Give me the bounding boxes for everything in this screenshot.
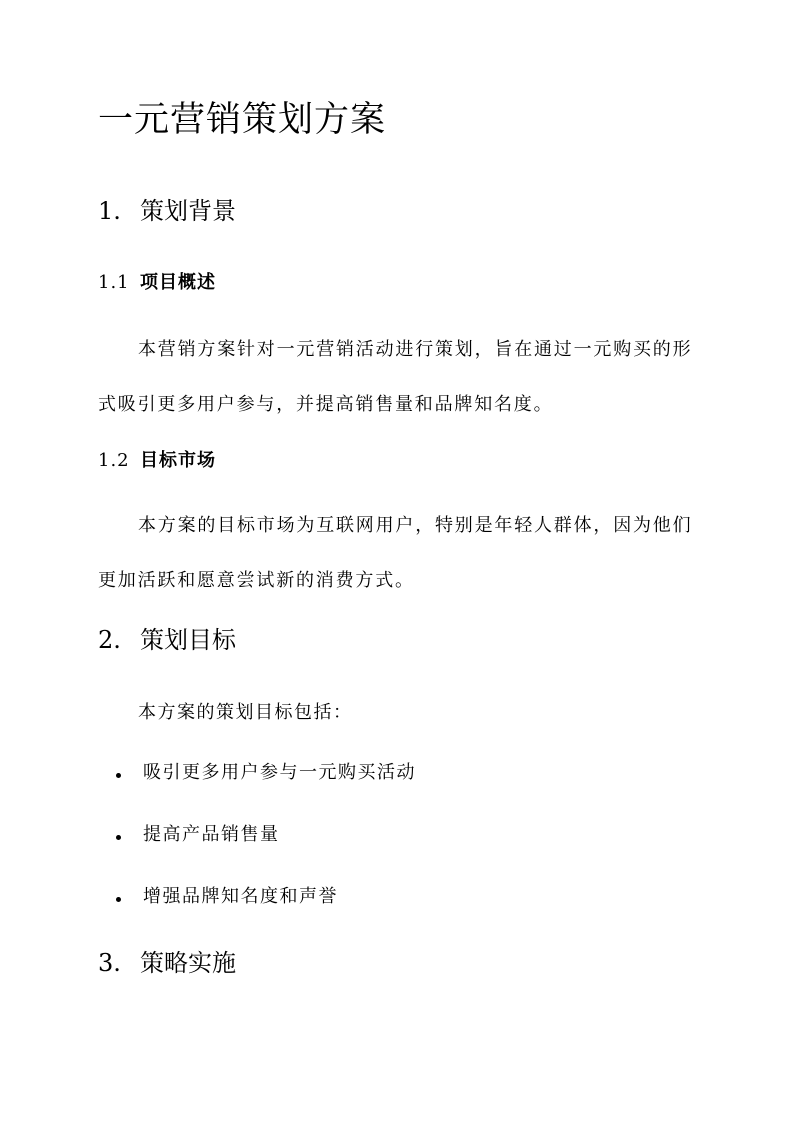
paragraph-target-market: 本方案的目标市场为互联网用户，特别是年轻人群体，因为他们更加活跃和愿意尝试新的消费方式。 <box>98 515 693 591</box>
section-title: 策划背景 <box>140 197 236 225</box>
paragraph-project-overview: 本营销方案针对一元营销活动进行策划，旨在通过一元购买的形式吸引更多用户参与，并提高销售量和品牌知名度。 <box>98 339 693 415</box>
subsection-number: 1.2 <box>98 450 130 471</box>
bullet-icon <box>116 773 121 778</box>
bullet-icon <box>116 835 121 840</box>
section-heading-1 <box>98 194 236 228</box>
document-title: 一元营销策划方案 <box>98 100 387 140</box>
section-number: 1. <box>98 197 121 225</box>
section-number: 2. <box>98 626 121 654</box>
section-heading-3 <box>98 946 236 980</box>
list-item-text: 增强品牌知名度和声誉 <box>143 886 338 907</box>
subsection-title: 目标市场 <box>140 450 216 471</box>
list-item-text: 提高产品销售量 <box>143 824 280 845</box>
paragraph-goals-intro: 本方案的策划目标包括： <box>138 702 353 723</box>
subsection-number: 1.1 <box>98 272 130 293</box>
subsection-title: 项目概述 <box>140 272 216 293</box>
list-item <box>116 760 416 822</box>
section-title: 策划目标 <box>140 626 236 654</box>
section-title: 策略实施 <box>140 949 236 977</box>
list-item <box>116 822 416 884</box>
goals-bullet-list <box>116 760 416 946</box>
list-item <box>116 884 416 946</box>
subsection-heading-1-1 <box>98 270 216 296</box>
subsection-heading-1-2 <box>98 448 216 474</box>
section-heading-2 <box>98 623 236 657</box>
section-number: 3. <box>98 949 121 977</box>
list-item-text: 吸引更多用户参与一元购买活动 <box>143 762 416 783</box>
bullet-icon <box>116 897 121 902</box>
